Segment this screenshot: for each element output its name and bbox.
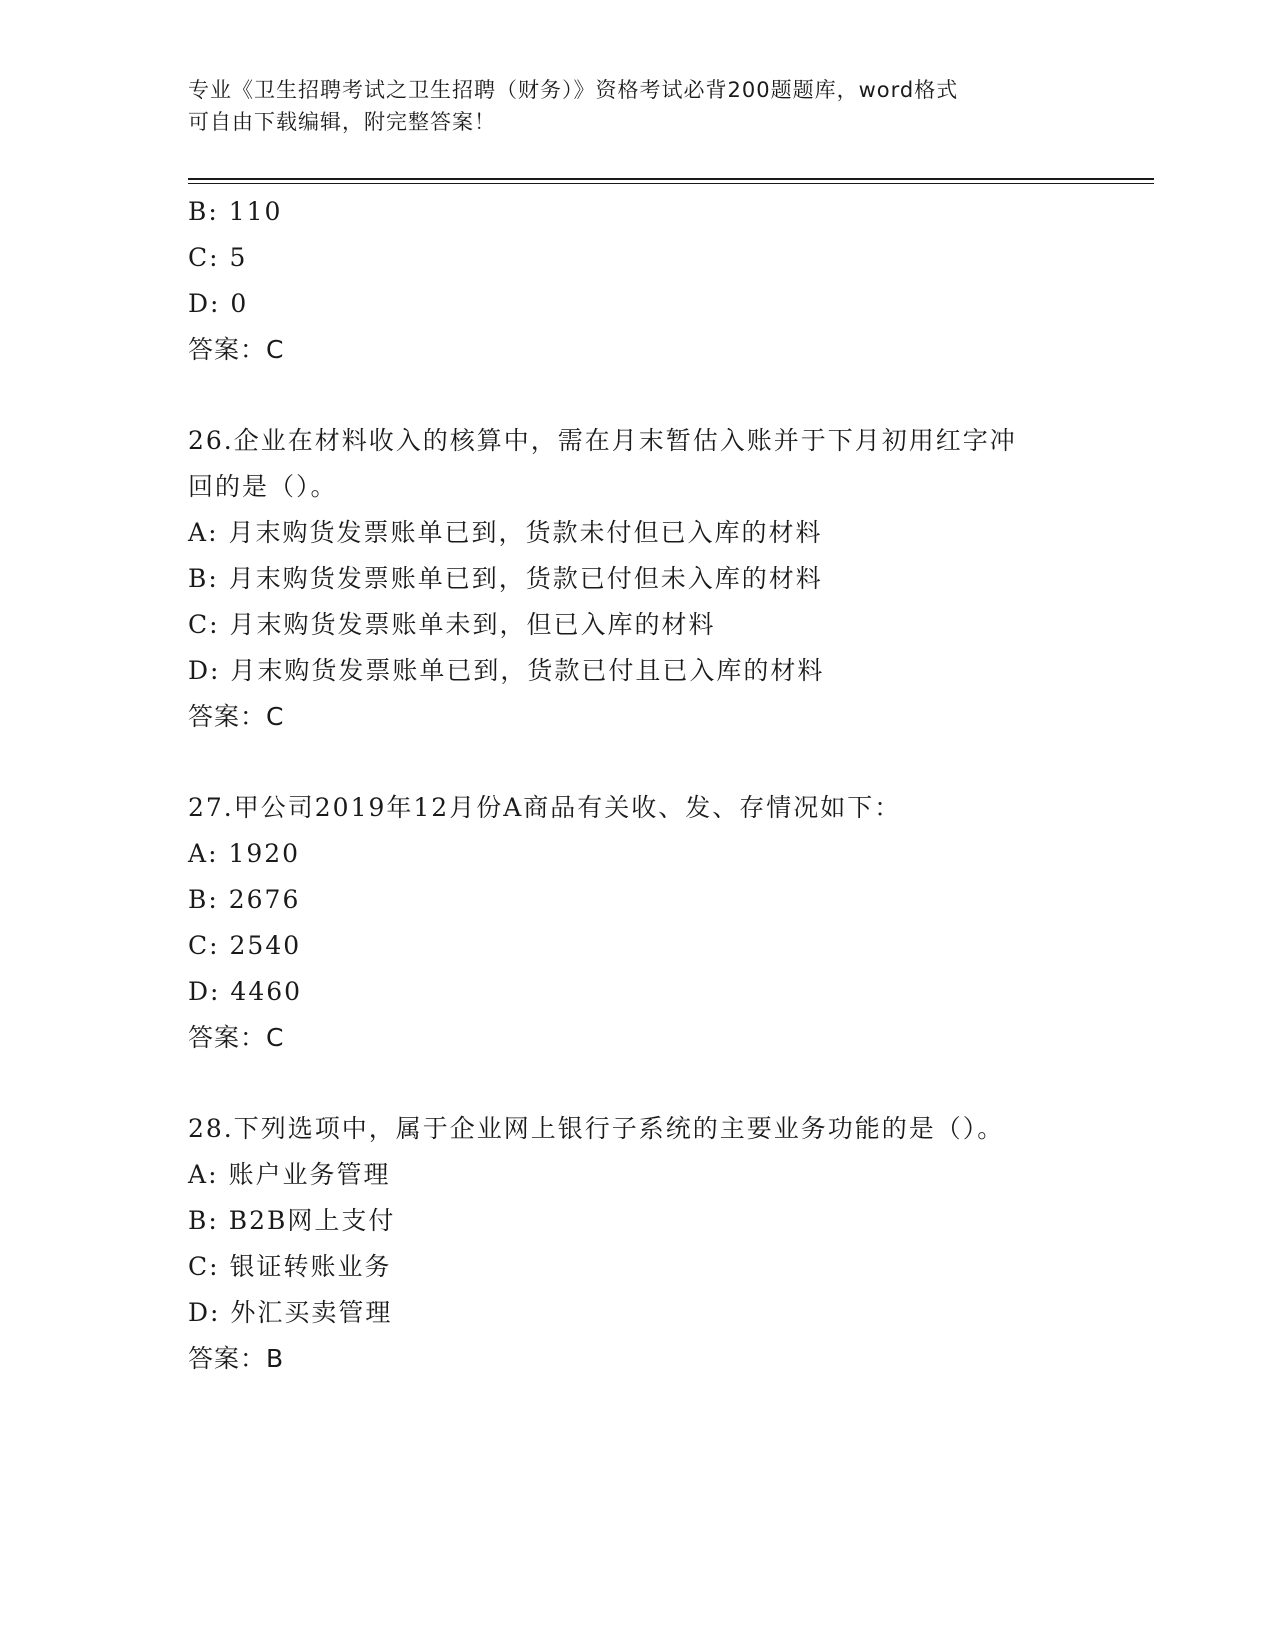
header-rule-thick [188, 178, 1154, 180]
option-label: C [188, 1252, 210, 1281]
question-28 [188, 1106, 1128, 1382]
option-b [188, 556, 1128, 602]
option-separator: : [209, 610, 230, 639]
question-stem [188, 785, 1128, 831]
option-text: 银证转账业务 [229, 1252, 392, 1281]
answer-line: 答案：C [188, 335, 285, 364]
option-label: D [188, 1298, 211, 1327]
header-rule-thin [188, 183, 1154, 184]
question-26 [188, 418, 1128, 740]
document-header [188, 74, 1088, 138]
option-label: C [188, 243, 210, 272]
option-separator: : [208, 885, 229, 914]
option-text: 0 [230, 289, 249, 318]
option-separator: : [209, 931, 230, 960]
spacer [188, 373, 1128, 418]
option-separator: : [208, 518, 229, 547]
option-separator: : [210, 1298, 231, 1327]
option-d [188, 648, 1128, 694]
option-label: A [188, 518, 209, 547]
question-stem-continued: 回的是（）。 [188, 472, 338, 501]
option-text: B2B网上支付 [228, 1206, 396, 1235]
option-b [188, 1198, 1128, 1244]
option-separator: : [210, 289, 231, 318]
option-label: B [188, 564, 209, 593]
question-stem [188, 418, 1128, 464]
option-text: 月末购货发票账单已到，货款未付但已入库的材料 [228, 518, 823, 547]
question-27 [188, 785, 1128, 1061]
option-b [188, 189, 1128, 235]
option-label: A [188, 1160, 209, 1189]
question-number: 27. [188, 793, 234, 822]
option-c [188, 235, 1128, 281]
answer-line: 答案：C [188, 1023, 285, 1052]
option-label: B [188, 197, 209, 226]
option-label: D [188, 289, 211, 318]
option-text: 月末购货发票账单未到，但已入库的材料 [229, 610, 716, 639]
answer-line: 答案：C [188, 702, 285, 731]
question-text: 企业在材料收入的核算中，需在月末暂估入账并于下月初用红字冲 [233, 426, 1017, 455]
option-separator: : [209, 243, 230, 272]
option-text: 5 [229, 243, 248, 272]
option-text: 1920 [228, 839, 301, 868]
answer-line: 答案：B [188, 1344, 285, 1373]
header-title-line-1: 专业《卫生招聘考试之卫生招聘（财务）》资格考试必背200题题库，word格式 [188, 78, 959, 102]
question-text: 甲公司2019年12月份A商品有关收、发、存情况如下： [233, 793, 902, 822]
option-c [188, 923, 1128, 969]
question-number: 26. [188, 426, 234, 455]
option-label: B [188, 885, 209, 914]
option-text: 2676 [228, 885, 301, 914]
question-text: 下列选项中，属于企业网上银行子系统的主要业务功能的是（）。 [233, 1114, 1005, 1143]
option-b [188, 877, 1128, 923]
spacer [188, 740, 1128, 785]
option-text: 月末购货发票账单已到，货款已付且已入库的材料 [230, 656, 825, 685]
option-separator: : [208, 1206, 229, 1235]
option-text: 2540 [229, 931, 302, 960]
option-label: D [188, 977, 211, 1006]
spacer [188, 1061, 1128, 1106]
option-label: B [188, 1206, 209, 1235]
option-separator: : [209, 1252, 230, 1281]
header-title-line-2: 可自由下载编辑，附完整答案！ [188, 110, 496, 134]
question-stem [188, 1106, 1128, 1152]
option-separator: : [208, 839, 229, 868]
option-separator: : [210, 977, 231, 1006]
option-separator: : [208, 564, 229, 593]
option-a [188, 1152, 1128, 1198]
option-text: 4460 [230, 977, 303, 1006]
option-label: C [188, 610, 210, 639]
option-a [188, 831, 1128, 877]
option-separator: : [208, 1160, 229, 1189]
question-number: 28. [188, 1114, 234, 1143]
option-label: A [188, 839, 209, 868]
option-d [188, 281, 1128, 327]
option-text: 月末购货发票账单已到，货款已付但未入库的材料 [228, 564, 823, 593]
option-separator: : [210, 656, 231, 685]
option-d [188, 969, 1128, 1015]
option-c [188, 602, 1128, 648]
option-text: 账户业务管理 [228, 1160, 391, 1189]
option-text: 外汇买卖管理 [230, 1298, 393, 1327]
option-label: D [188, 656, 211, 685]
option-separator: : [208, 197, 229, 226]
option-text: 110 [228, 197, 283, 226]
question-fragment [188, 189, 1128, 373]
option-d [188, 1290, 1128, 1336]
question-content [188, 189, 1128, 1382]
option-c [188, 1244, 1128, 1290]
option-label: C [188, 931, 210, 960]
option-a [188, 510, 1128, 556]
